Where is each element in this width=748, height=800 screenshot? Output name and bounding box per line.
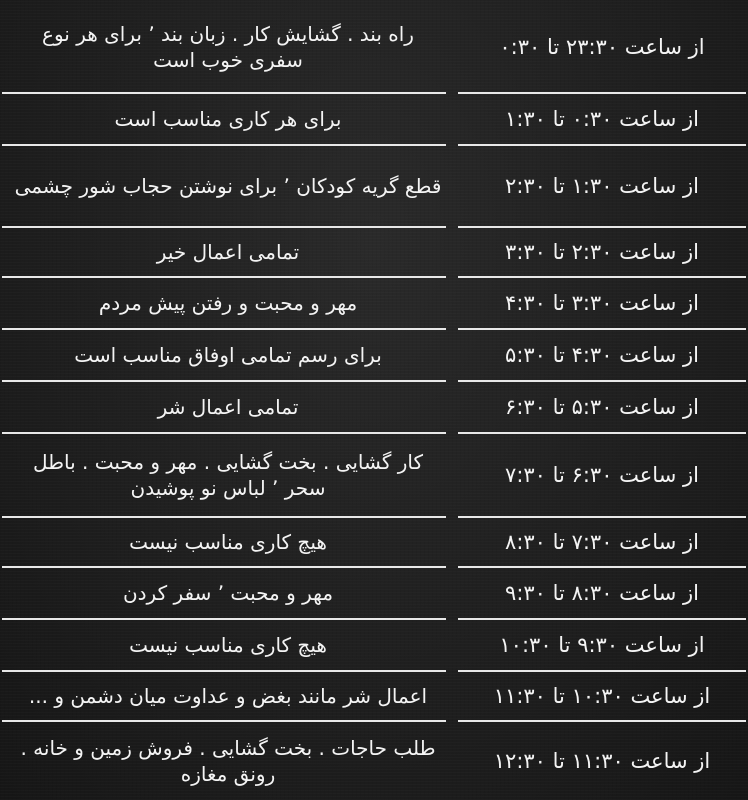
description-cell: کار گشایی . بخت گشایی . مهر و محبت . باطل سحر ٬ لباس نو پوشیدن — [32, 450, 424, 500]
table-row — [0, 620, 748, 670]
time-range-cell: از ساعت ۳:۳۰ تا ۴:۳۰ — [505, 291, 699, 315]
table-row — [0, 146, 748, 226]
table-row — [0, 722, 748, 800]
description-cell: طلب حاجات . بخت گشایی . فروش زمین و خانه . رونق مغازه — [20, 736, 436, 786]
description-cell: راه بند . گشایش کار . زبان بند ٬ برای هر نوع سفری خوب است — [42, 21, 414, 72]
time-range-cell: از ساعت ۲۳:۳۰ تا ۰:۳۰ — [499, 34, 705, 59]
time-range-cell: از ساعت ۰:۳۰ تا ۱:۳۰ — [505, 107, 699, 131]
time-range-cell: از ساعت ۴:۳۰ تا ۵:۳۰ — [505, 343, 699, 367]
time-range-cell: از ساعت ۵:۳۰ تا ۶:۳۰ — [505, 395, 699, 419]
time-range-cell: از ساعت ۷:۳۰ تا ۸:۳۰ — [505, 530, 699, 554]
time-range-cell: از ساعت ۱۰:۳۰ تا ۱۱:۳۰ — [493, 684, 711, 708]
description-cell: تمامی اعمال شر — [157, 395, 299, 419]
description-cell: تمامی اعمال خیر — [156, 240, 300, 264]
table-row — [0, 94, 748, 144]
table-row — [0, 382, 748, 432]
description-cell: مهر و محبت ٬ سفر کردن — [122, 581, 334, 605]
description-cell: هیچ کاری مناسب نیست — [129, 530, 327, 554]
time-range-cell: از ساعت ۹:۳۰ تا ۱۰:۳۰ — [499, 633, 705, 657]
time-range-cell: از ساعت ۶:۳۰ تا ۷:۳۰ — [505, 463, 699, 487]
description-cell: هیچ کاری مناسب نیست — [129, 633, 327, 657]
table-row — [0, 228, 748, 276]
table-row — [0, 434, 748, 516]
table-row — [0, 672, 748, 720]
time-range-cell: از ساعت ۱:۳۰ تا ۲:۳۰ — [505, 174, 699, 198]
description-cell: اعمال شر مانند بغض و عداوت میان دشمن و ... — [28, 684, 428, 708]
time-range-cell: از ساعت ۱۱:۳۰ تا ۱۲:۳۰ — [493, 749, 711, 773]
description-cell: قطع گریه کودکان ٬ برای نوشتن حجاب شور چشمی — [14, 174, 442, 198]
description-cell: برای رسم تمامی اوفاق مناسب است — [74, 343, 382, 367]
table-row — [0, 330, 748, 380]
description-cell: مهر و محبت و رفتن پیش مردم — [98, 291, 358, 315]
table-row — [0, 278, 748, 328]
time-range-cell: از ساعت ۲:۳۰ تا ۳:۳۰ — [505, 240, 699, 264]
time-range-cell: از ساعت ۸:۳۰ تا ۹:۳۰ — [505, 581, 699, 605]
description-cell: برای هر کاری مناسب است — [114, 107, 342, 131]
table-row — [0, 568, 748, 618]
table-row — [0, 0, 748, 93]
table-row — [0, 518, 748, 566]
